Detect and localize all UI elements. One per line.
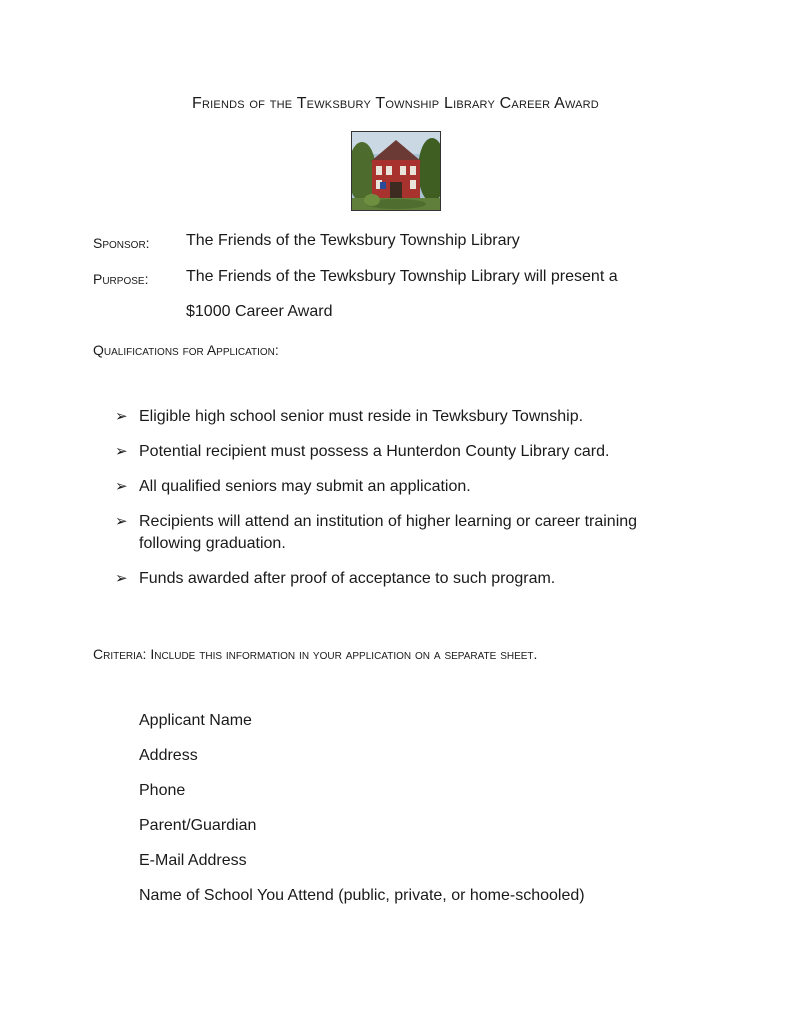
criteria-item: Address [139, 747, 198, 764]
arrowhead-bullet-icon: ➢ [115, 478, 128, 495]
criteria-item: Name of School You Attend (public, private, or home-schooled) [139, 887, 585, 904]
list-item [115, 568, 715, 590]
criteria-item: Parent/Guardian [139, 817, 257, 834]
criteria-item: Applicant Name [139, 712, 252, 729]
list-item-text: Eligible high school senior must reside in Tewksbury Township. [139, 408, 584, 425]
list-item [115, 441, 715, 463]
criteria-item: E-Mail Address [139, 852, 247, 869]
arrowhead-bullet-icon: ➢ [115, 513, 128, 530]
criteria-list [139, 710, 585, 920]
list-item [115, 511, 684, 555]
sponsor-text: The Friends of the Tewksbury Township Library [186, 232, 520, 249]
sponsor-label: Sponsor: [93, 235, 150, 251]
library-building-image [351, 131, 441, 211]
list-item-text: Recipients will attend an institution of higher learning or career training following graduation. [139, 513, 638, 552]
purpose-text-line1: The Friends of the Tewksbury Township Library will present a [186, 268, 618, 285]
purpose-text-line2: $1000 Career Award [186, 303, 333, 320]
criteria-item: Phone [139, 782, 186, 799]
arrowhead-bullet-icon: ➢ [115, 570, 128, 587]
arrowhead-bullet-icon: ➢ [115, 408, 128, 425]
list-item [115, 476, 715, 498]
page-title: Friends of the Tewksbury Township Library Career Award [192, 95, 599, 112]
list-item-text: Funds awarded after proof of acceptance to such program. [139, 570, 556, 587]
list-item [115, 406, 715, 428]
qualifications-heading: Qualifications for Application: [93, 342, 279, 358]
purpose-label: Purpose: [93, 271, 149, 287]
list-item-text: All qualified seniors may submit an application. [139, 478, 471, 495]
arrowhead-bullet-icon: ➢ [115, 443, 128, 460]
list-item-text: Potential recipient must possess a Hunterdon County Library card. [139, 443, 610, 460]
qualifications-list [115, 406, 715, 603]
criteria-heading: Criteria: Include this information in your application on a separate sheet. [93, 646, 538, 662]
